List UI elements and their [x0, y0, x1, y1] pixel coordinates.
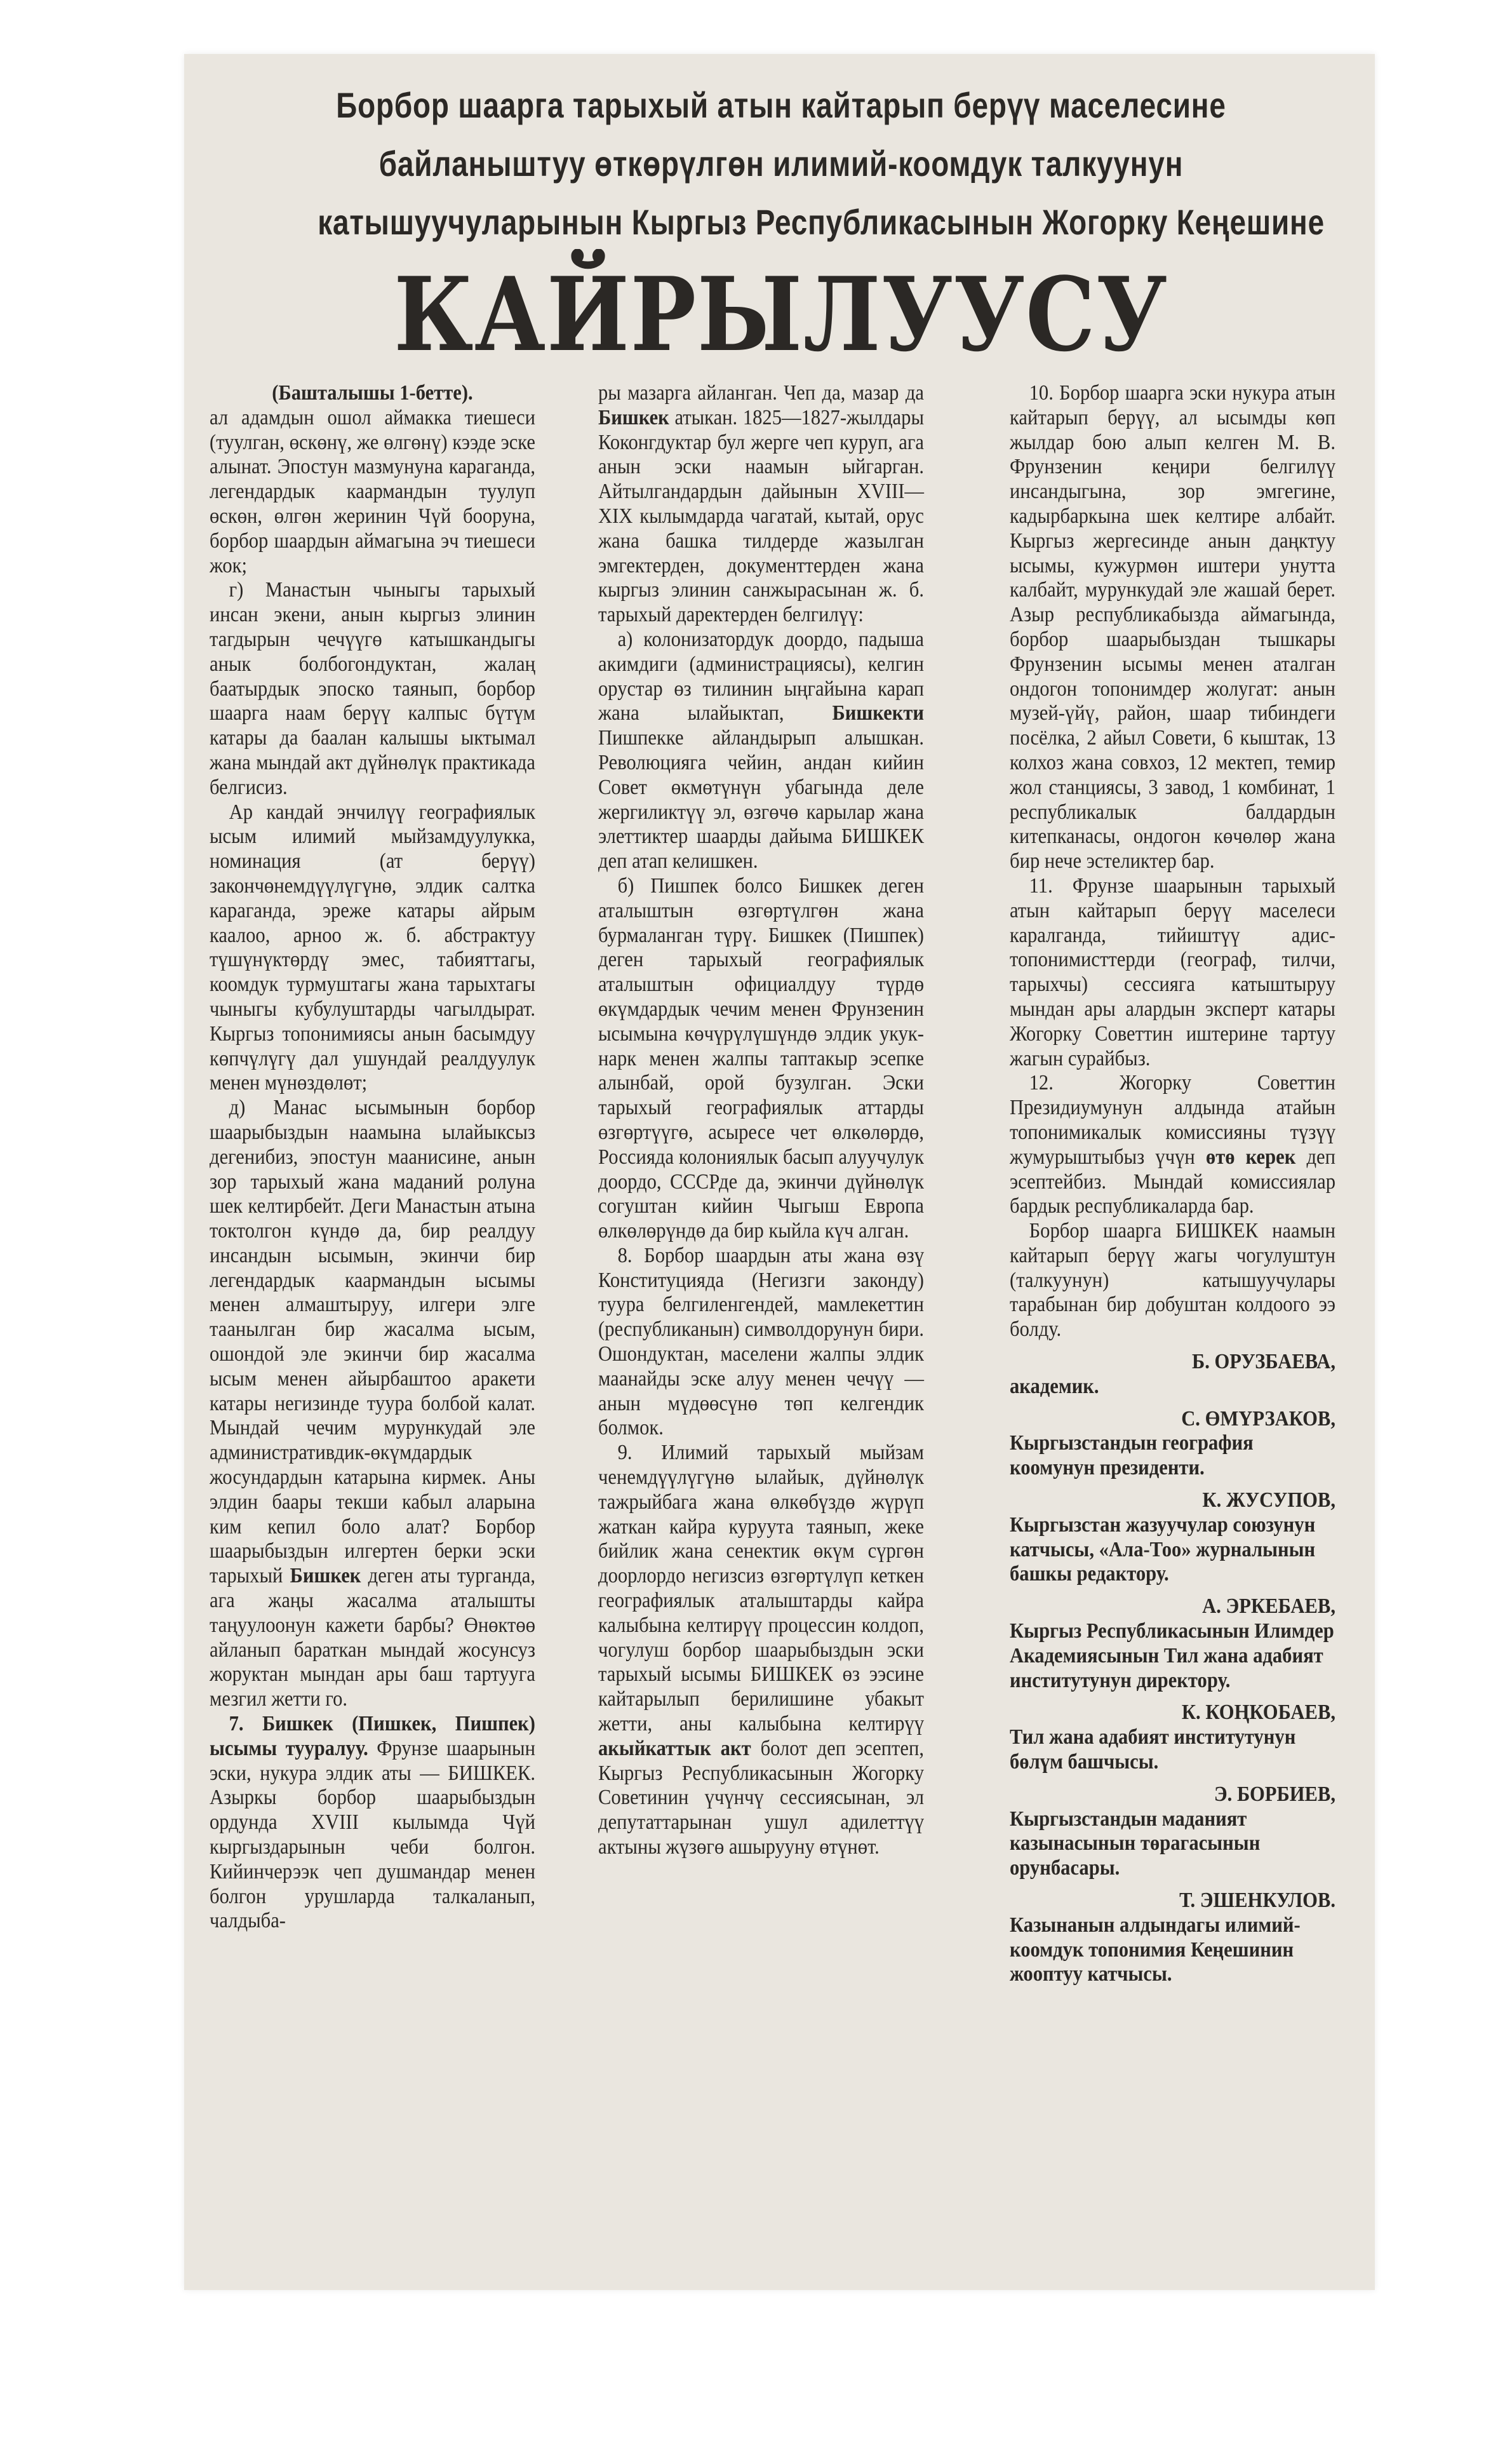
paragraph: 8. Борбор шаардын аты жана өзү Конституцияда (Негизги законду) туура белгиленгендей, мамлекеттин (республиканын) символдорунун бири. Ошондуктан, маселени жалпы элдик маанайды эске алуу менен чечүү — анын мүдөөсүнө төп келгендик болмок. [598, 1243, 924, 1440]
signature-role: Тил жана адабият институтунун бөлүм башчысы. [1010, 1725, 1296, 1774]
column-3 [1010, 381, 1335, 1987]
signature [1010, 1594, 1335, 1693]
signature-role: Кыргызстандын маданият казынасынын төрагасынын орунбасары. [1010, 1807, 1261, 1880]
signature-name: К. КОҢКОБАЕВ, [1181, 1701, 1335, 1725]
signature-name: Т. ЭШЕНКУЛОВ. [1179, 1889, 1335, 1913]
signature-name: Б. ОРУЗБАЕВА, [1191, 1350, 1335, 1374]
signature [1010, 1889, 1335, 1987]
paragraph [1010, 1071, 1335, 1219]
paragraph: б) Пишпек болсо Бишкек деген аталыштын өзгөртүлгөн жана бурмаланган түрү. Бишкек (Пишпек) деген тарыхый географиялык аталыштын официалдуу түрдө өкүмдардык чечим менен Фрунзенин ысымына көчүрүлүшүндө элдик укук-нарк менен жалпы таптакыр эсепке алынбай, орой бузулган. Эски тарыхый географиялык аттарды өзгөртүүгө, асыресе чет өлкөлөрдө, Россияда колониялык басып алуучулук доордо, СССРде да, экинчи дүйнөлүк согуштан кийин Чыгыш Европа өлкөлөрүндө да бир кыйла күч алган. [598, 873, 924, 1243]
paragraph: 11. Фрунзе шаарынын тарыхый атын кайтарып берүү маселеси каралганда, тийиштүү адис-топонимисттерди (географ, тилчи, тарыхчы) сессияга катыштыруу мындан ары алардын эксперт катары Жогорку Советтин иштерине тартуу жагын сурайбыз. [1010, 873, 1335, 1070]
paragraph: д) Манас ысымынын борбор шаарыбыздын наамына ылайыксыз дегенибиз, эпостун маанисине, анын зор тарыхый жана маданий ролуна шек келтирбейт. Деги Манастын атына токтолгон күндө да, бир реалдуу инсандын ысымын, экинчи бир легендардык каармандын ысымы менен алмаштыруу, илгери элге таанылган бир жасалма ысым, ошондой эле экинчи бир жасалма ысым менен айырбаштоо аракети катары негизинде туура болбой калат. Мындай чечим мурункудай эле административдик-өкүмдардык жосундардын катарына кирмек. Аны элдин баары текши кабыл аларына ким кепил боло алат? Борбор шаарыбыздын илгертен берки эски тарыхый Бишкек деген аты турганда, ага жаңы жасалма аталышты таңуулоонун кажети барбы? Өнөктөө айланып бараткан мындай жосунсуз жоруктан мындан ары баш тартууга мезгил жетти го. [210, 1096, 535, 1711]
headline-line-3: катышуучуларынын Кыргыз Республикасынын Жогорку Кеңешине [318, 202, 1325, 242]
signature-role: Казынанын алдындагы илимий-коомдук топонимия Кеңешинин жооптуу катчысы. [1010, 1913, 1301, 1986]
paragraph: 9. Илимий тарыхый мыйзам ченемдүүлүгүнө ылайык, дүйнөлүк тажрыйбага жана өлкөбүздө жүрүп жаткан кайра куруута таянып, жеке бийлик жана сенектик өкүм сүргөн доорлордо негизсиз өзгөртүлүп кеткен географиялык аталыштарды кайра калыбына келтирүү процессин колдоп, чогулуш борбор шаарыбыздын эски тарыхый ысымы БИШКЕК өз ээсине кайтарылып берилишине убакыт жетти, аны калыбына келтирүү акыйкаттык акт болот деп эсептеп, Кыргыз Республикасынын Жогорку Советинин үчүнчү сессиясынан, эл депутаттарынан ушул адилеттүү актыны жүзөгө ашырууну өтүнөт. [598, 1441, 925, 1859]
paragraph: ры мазарга айланган. Чеп да, мазар да Бишкек атыкан. 1825—1827-жылдары Коконгдуктар бул жерге чеп куруп, ага анын эски наамын ыйгарган. Айтылгандардын дайынын XVIII—XIX кылымдарда чагатай, кытай, орус жана башка тилдерде жазылган эмгектерден, документтерден жана кыргыз элинин санжырасынан ж. б. тарыхый даректерден белгилүү: [598, 381, 924, 627]
continued-note: (Башталышы 1-бетте). [272, 381, 473, 405]
signature [1010, 1350, 1335, 1399]
emphasis: өтө керек [1205, 1145, 1296, 1169]
signature-name: А. ЭРКЕБАЕВ, [1202, 1594, 1335, 1619]
column-2 [598, 381, 924, 1860]
paragraph: г) Манастын чыныгы тарыхый инсан экени, анын кыргыз элинин тагдырын чечүүгө катышкандыгы анык болбогондуктан, жалаң баатырдык эпоско таянып, борбор шаарга наам берүү калпыс бүтүм катары да баалан калышы ыктымал жана мындай акт дүйнөлүк практикада белгисиз. [210, 578, 535, 799]
paragraph [210, 1712, 535, 1934]
main-title: КАЙРЫЛУУСУ [394, 255, 1168, 374]
paragraph: 10. Борбор шаарга эски нукура атын кайтарып берүү, ал ысымды көп жылдар бою алып келген М. В. Фрунзенин кеңири белгилүү инсандыгына, зор эмгегине, кадырбаркына шек келтире албайт. Кыргыз жергесинде анын даңктуу ысымы, кужурмөн иштери унутта калбайт, мурункудай эле жашай берет. Азыр республикабызда аймагында, борбор шаарыбыздан тышкары Фрунзенин ысымы менен аталган ондогон топонимдер жолугат: анын музей-үйү, район, шаар тибиндеги посёлка, 2 айыл Совети, 6 кыштак, 13 колхоз жана совхоз, 12 мектеп, темир жол станциясы, 3 завод, 1 комбинат, 1 республикалык балдардын китепканасы, ондогон көчөлөр жана бир нече эстеликтер бар. [1010, 381, 1335, 873]
paragraph: Борбор шаарга БИШКЕК наамын кайтарып берүү жагы чогулуштун (талкуунун) катышуучулары тарабынан бир добуштан колдоого ээ болду. [1010, 1219, 1335, 1342]
paragraph: а) колонизатордук доордо, падыша акимдиги (администрациясы), келгин орустар өз тилинин ыңгайына карап жана ылайыктап, Бишкекти Пишпекке айландырып алышкан. Революцияга чейин, андан кийин Совет өкмөтүнүн убагында деле жергиликтүү эл, өзгөчө карылар жана элеттиктер шаарды дайыма БИШКЕК деп атап келишкен. [598, 627, 924, 873]
headline-line-2: байланыштуу өткөрүлгөн илимий-коомдук талкуунун [378, 144, 1184, 184]
paragraph: ал адамдын ошол аймакка тиешеси (туулган, өскөнү, же өлгөнү) кээде эске алынат. Эпостун мазмунуна караганда, легендардык каармандын туулуп өскөн, өлгөн жеринин Чүй бооруна, борбор шаардын аймагына эч тиешеси жок; [210, 405, 535, 577]
emphasis: Бишкек [290, 1564, 361, 1588]
signature-role: Кыргызстан жазуучулар союзунун катчысы, «Ала-Тоо» журналынын башкы редактору. [1010, 1512, 1316, 1586]
signature [1010, 1407, 1335, 1481]
headline [318, 76, 1325, 252]
signature-role: Кыргыз Республикасынын Илимдер Академиясынын Тил жана адабият институтунун директору. [1010, 1619, 1334, 1692]
paragraph-text: деп эсептейбиз. Мындай комиссиялар бардык республикаларда бар. [1010, 1145, 1335, 1218]
signature-role: Кыргызстандын география коомунун президенти. [1010, 1431, 1254, 1480]
headline-line-1: Борбор шаарга тарыхый атын кайтарып берүү маселесине [336, 85, 1226, 125]
paragraph: Ар кандай энчилүү географиялык ысым илимий мыйзамдуулукка, номинация (ат берүү) закончөнемдүүлүгүнө, элдик салтка караганда, эреже катары айрым каалоо, арноо ж. б. абстрактуу түшүнүктөрдү эмес, табияттагы, коомдук турмуштагы жана тарыхтагы чыныгы кубулуштарды чагылдырат. Кыргыз топонимиясы анын басымдуу көпчүлүгү дал ушундай реалдуулук менен мүнөздөлөт; [210, 800, 535, 1095]
emphasis: Бишкек [598, 405, 669, 429]
signature [1010, 1701, 1335, 1774]
signature [1010, 1782, 1335, 1881]
paragraph-text: 12. Жогорку Советтин Президиумунун алдында атайын топонимикалык комиссияны түзүү жумурыштыбыз үчүн [1010, 1071, 1335, 1169]
signature-name: Э. БОРБИЕВ, [1214, 1782, 1335, 1806]
signature-list [1010, 1350, 1335, 1987]
paragraph-text: Фрунзе шаарынын эски, нукура элдик аты — БИШКЕК. Азыркы борбор шаарыбыздын ордунда XVIII кылымда Чүй кыргыздарынын чеби болгон. Кийинчерээк чеп душмандар менен болгон урушларда талкаланып, чалдыба- [210, 1736, 535, 1933]
column-1 [210, 381, 535, 1934]
signature-name: С. ӨМҮРЗАКОВ, [1181, 1406, 1335, 1431]
emphasis: Бишкекти [832, 701, 924, 725]
signature [1010, 1488, 1335, 1587]
signature-name: К. ЖУСУПОВ, [1202, 1488, 1335, 1512]
section-heading: 7. Бишкек (Пишкек, Пишпек) ысымы тууралуу. [210, 1712, 535, 1760]
signature-role: академик. [1010, 1374, 1099, 1398]
emphasis: акыйкаттык акт [598, 1736, 751, 1760]
